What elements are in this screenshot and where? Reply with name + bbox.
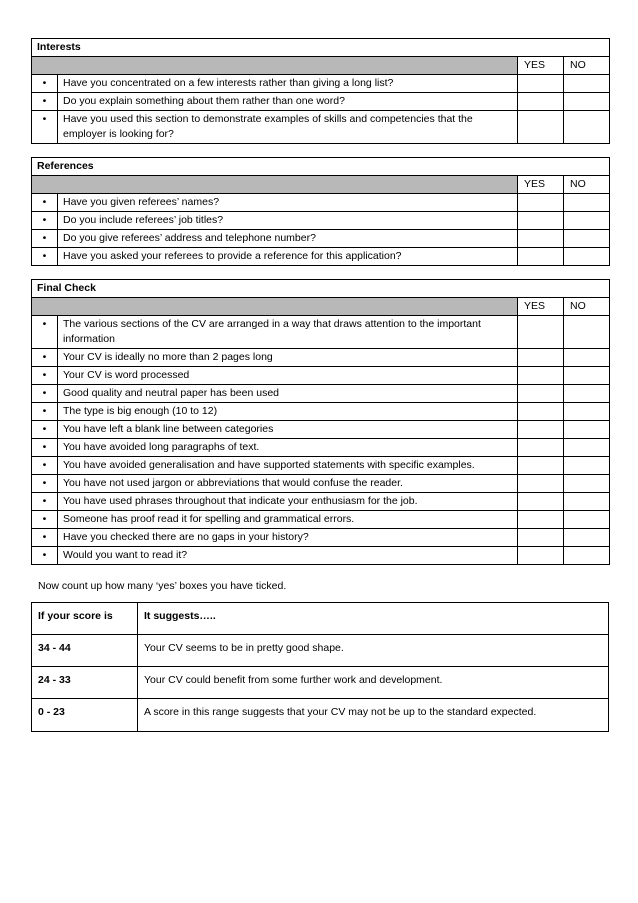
yes-tick-box[interactable] — [518, 421, 564, 439]
yes-tick-box[interactable] — [518, 111, 564, 144]
checklist-question: The type is big enough (10 to 12) — [58, 403, 518, 421]
no-tick-box[interactable] — [564, 111, 610, 144]
score-meaning: Your CV could benefit from some further work and development. — [138, 667, 609, 699]
bullet-icon: • — [32, 75, 58, 93]
no-tick-box[interactable] — [564, 475, 610, 493]
score-row — [32, 667, 609, 699]
score-range: 34 - 44 — [32, 635, 138, 667]
no-tick-box[interactable] — [564, 75, 610, 93]
checklist-question: Someone has proof read it for spelling and grammatical errors. — [58, 511, 518, 529]
yes-tick-box[interactable] — [518, 511, 564, 529]
checklist-item — [32, 385, 610, 403]
bullet-icon: • — [32, 316, 58, 349]
bullet-icon: • — [32, 475, 58, 493]
bullet-icon: • — [32, 457, 58, 475]
header-shading — [32, 298, 518, 316]
bullet-icon: • — [32, 529, 58, 547]
checklist-question: You have used phrases throughout that indicate your enthusiasm for the job. — [58, 493, 518, 511]
bullet-icon: • — [32, 111, 58, 144]
checklist-question: You have not used jargon or abbreviations that would confuse the reader. — [58, 475, 518, 493]
checklist-item — [32, 93, 610, 111]
bullet-icon: • — [32, 93, 58, 111]
score-table — [31, 602, 609, 732]
checklist-item — [32, 457, 610, 475]
bullet-icon: • — [32, 547, 58, 565]
no-tick-box[interactable] — [564, 421, 610, 439]
checklist-item — [32, 367, 610, 385]
section-title: Final Check — [32, 280, 610, 298]
checklist-question: The various sections of the CV are arranged in a way that draws attention to the important information — [58, 316, 518, 349]
score-meaning: Your CV seems to be in pretty good shape. — [138, 635, 609, 667]
score-meaning: A score in this range suggests that your CV may not be up to the standard expected. — [138, 699, 609, 732]
checklist-table-references — [31, 157, 610, 266]
checklist-item — [32, 349, 610, 367]
no-tick-box[interactable] — [564, 403, 610, 421]
checklist-item — [32, 111, 610, 144]
no-tick-box[interactable] — [564, 230, 610, 248]
bullet-icon: • — [32, 367, 58, 385]
yes-tick-box[interactable] — [518, 212, 564, 230]
no-tick-box[interactable] — [564, 194, 610, 212]
bullet-icon: • — [32, 385, 58, 403]
no-tick-box[interactable] — [564, 547, 610, 565]
no-tick-box[interactable] — [564, 457, 610, 475]
yes-tick-box[interactable] — [518, 439, 564, 457]
yes-tick-box[interactable] — [518, 403, 564, 421]
checklist-question: Have you checked there are no gaps in your history? — [58, 529, 518, 547]
checklist-item — [32, 75, 610, 93]
section-title: References — [32, 158, 610, 176]
checklist-page — [31, 38, 609, 732]
bullet-icon: • — [32, 212, 58, 230]
checklist-question: You have avoided long paragraphs of text. — [58, 439, 518, 457]
checklist-item — [32, 421, 610, 439]
yes-tick-box[interactable] — [518, 457, 564, 475]
yes-tick-box[interactable] — [518, 75, 564, 93]
checklist-item — [32, 316, 610, 349]
checklist-item — [32, 194, 610, 212]
score-table-header — [32, 603, 609, 635]
yes-tick-box[interactable] — [518, 93, 564, 111]
score-header-meaning: It suggests….. — [138, 603, 609, 635]
count-instruction: Now count up how many ‘yes’ boxes you have ticked. — [38, 580, 287, 592]
yes-tick-box[interactable] — [518, 316, 564, 349]
yes-column-header: YES — [518, 298, 564, 316]
header-shading — [32, 57, 518, 75]
no-tick-box[interactable] — [564, 212, 610, 230]
checklist-table-interests — [31, 38, 610, 144]
checklist-question: Have you given referees’ names? — [58, 194, 518, 212]
checklist-question: Have you concentrated on a few interests rather than giving a long list? — [58, 75, 518, 93]
checklist-item — [32, 230, 610, 248]
checklist-item — [32, 403, 610, 421]
score-range: 24 - 33 — [32, 667, 138, 699]
no-tick-box[interactable] — [564, 529, 610, 547]
bullet-icon: • — [32, 248, 58, 266]
checklist-question: Do you explain something about them rather than one word? — [58, 93, 518, 111]
bullet-icon: • — [32, 194, 58, 212]
yes-tick-box[interactable] — [518, 475, 564, 493]
section-title: Interests — [32, 39, 610, 57]
checklist-item — [32, 547, 610, 565]
score-row — [32, 635, 609, 667]
no-column-header: NO — [564, 176, 610, 194]
yes-tick-box[interactable] — [518, 385, 564, 403]
checklist-table-final-check — [31, 279, 610, 565]
score-range: 0 - 23 — [32, 699, 138, 732]
yes-column-header: YES — [518, 57, 564, 75]
checklist-question: Do you include referees’ job titles? — [58, 212, 518, 230]
checklist-item — [32, 493, 610, 511]
checklist-question: You have avoided generalisation and have supported statements with specific examples. — [58, 457, 518, 475]
checklist-item — [32, 511, 610, 529]
no-tick-box[interactable] — [564, 93, 610, 111]
bullet-icon: • — [32, 349, 58, 367]
bullet-icon: • — [32, 230, 58, 248]
bullet-icon: • — [32, 493, 58, 511]
checklist-sections — [31, 38, 609, 565]
no-tick-box[interactable] — [564, 493, 610, 511]
no-column-header: NO — [564, 298, 610, 316]
checklist-item — [32, 439, 610, 457]
checklist-item — [32, 248, 610, 266]
yes-tick-box[interactable] — [518, 529, 564, 547]
no-tick-box[interactable] — [564, 439, 610, 457]
no-tick-box[interactable] — [564, 367, 610, 385]
yes-tick-box[interactable] — [518, 248, 564, 266]
yes-tick-box[interactable] — [518, 547, 564, 565]
checklist-question: Have you used this section to demonstrate examples of skills and competencies that the employer is looking for? — [58, 111, 518, 144]
no-column-header: NO — [564, 57, 610, 75]
no-tick-box[interactable] — [564, 511, 610, 529]
score-row — [32, 699, 609, 732]
no-tick-box[interactable] — [564, 248, 610, 266]
yes-tick-box[interactable] — [518, 194, 564, 212]
bullet-icon: • — [32, 439, 58, 457]
checklist-question: Do you give referees’ address and telephone number? — [58, 230, 518, 248]
score-header-range: If your score is — [32, 603, 138, 635]
no-tick-box[interactable] — [564, 316, 610, 349]
bullet-icon: • — [32, 511, 58, 529]
checklist-question: Would you want to read it? — [58, 547, 518, 565]
checklist-question: Have you asked your referees to provide a reference for this application? — [58, 248, 518, 266]
checklist-question: Good quality and neutral paper has been used — [58, 385, 518, 403]
checklist-question: You have left a blank line between categories — [58, 421, 518, 439]
header-shading — [32, 176, 518, 194]
checklist-question: Your CV is word processed — [58, 367, 518, 385]
checklist-item — [32, 212, 610, 230]
bullet-icon: • — [32, 403, 58, 421]
no-tick-box[interactable] — [564, 349, 610, 367]
checklist-item — [32, 475, 610, 493]
checklist-item — [32, 529, 610, 547]
yes-tick-box[interactable] — [518, 367, 564, 385]
yes-tick-box[interactable] — [518, 349, 564, 367]
yes-tick-box[interactable] — [518, 493, 564, 511]
yes-column-header: YES — [518, 176, 564, 194]
bullet-icon: • — [32, 421, 58, 439]
no-tick-box[interactable] — [564, 385, 610, 403]
checklist-question: Your CV is ideally no more than 2 pages long — [58, 349, 518, 367]
yes-tick-box[interactable] — [518, 230, 564, 248]
